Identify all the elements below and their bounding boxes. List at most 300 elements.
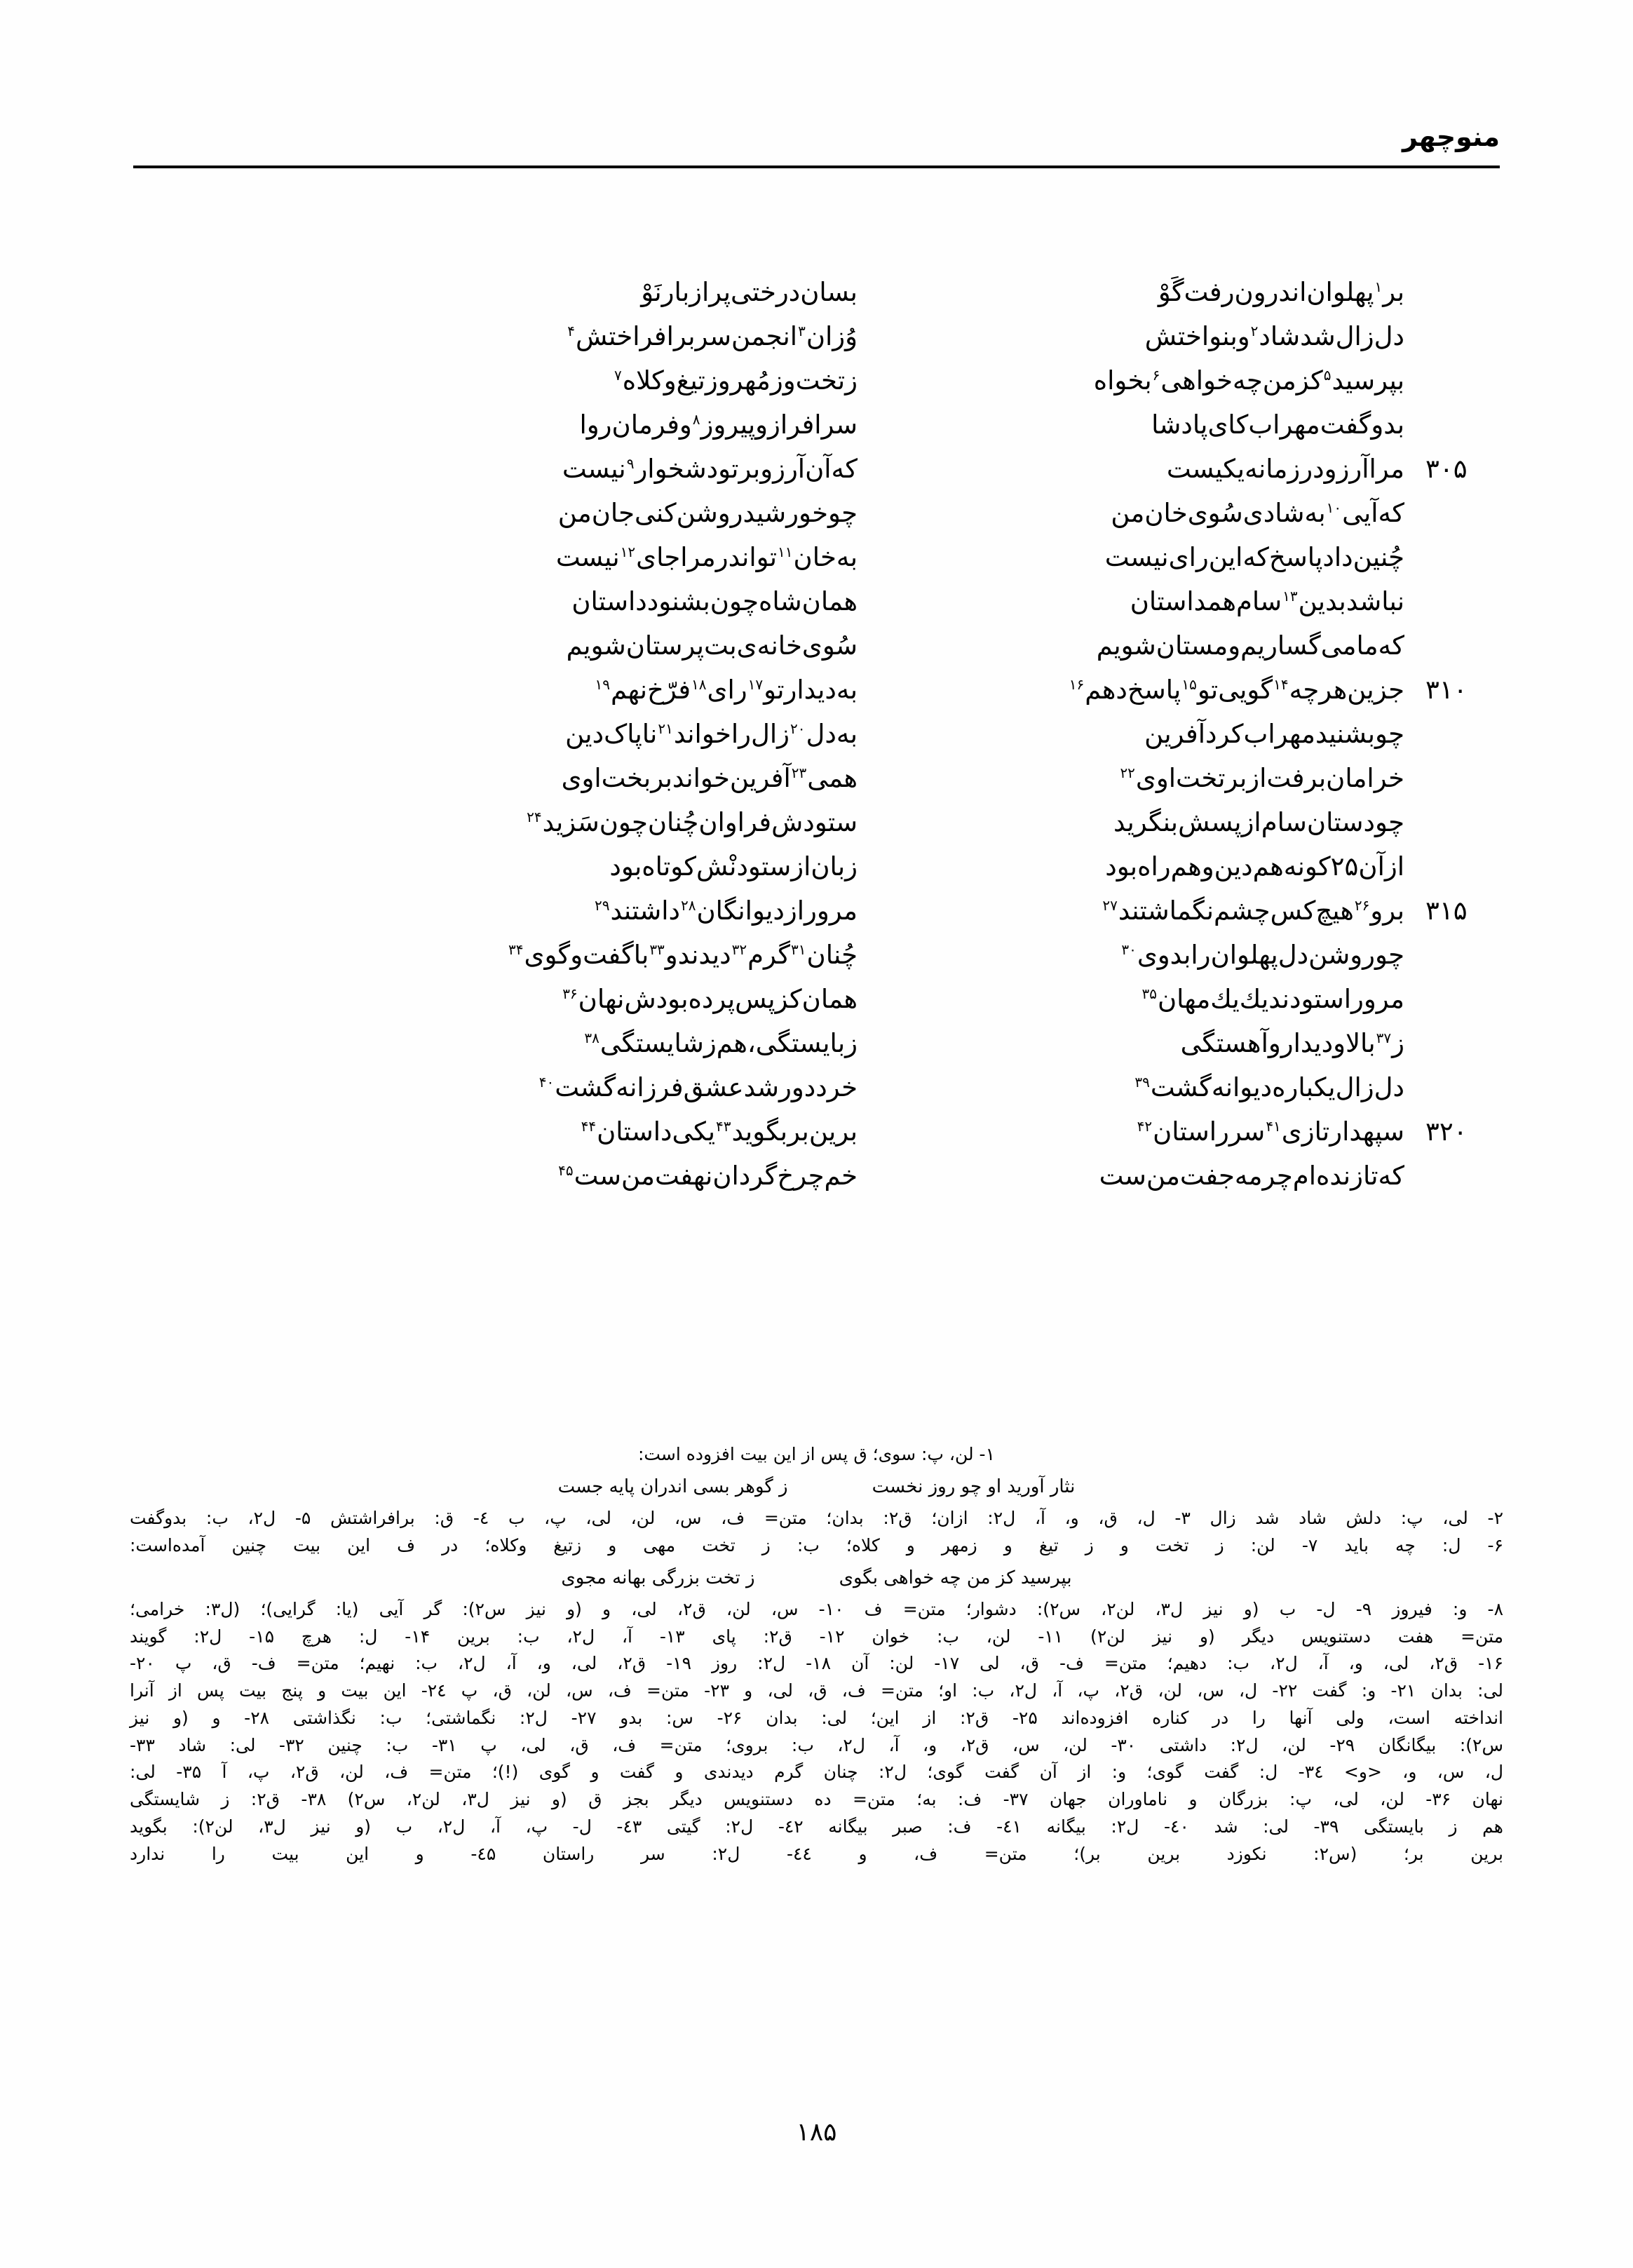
hemistich-first bbox=[869, 454, 1416, 484]
verse-word: به bbox=[836, 675, 858, 705]
verse-word: ز$^{۳۷}$ bbox=[1376, 1028, 1404, 1058]
hemistich-first bbox=[869, 1161, 1416, 1191]
hemistich-second bbox=[322, 1028, 869, 1058]
footnote-marker: ۴۲ bbox=[1137, 1117, 1153, 1135]
verse-word: خم bbox=[824, 1161, 858, 1191]
couplet-row bbox=[133, 1116, 1500, 1161]
verse-word: آن bbox=[1358, 851, 1385, 882]
verse-word: کز bbox=[775, 984, 802, 1014]
hemistich-first bbox=[869, 1116, 1416, 1147]
verse-word: به bbox=[836, 542, 858, 572]
couplet-row bbox=[133, 1161, 1500, 1205]
verse-word: زنده‌ام bbox=[1292, 1161, 1363, 1191]
verse-word: دیدند bbox=[677, 940, 731, 970]
footnote-line: ۸- و: فیروز ۹- ل- ب (و نیز ل۳، لن۲، س۲): دشوار؛ متن= ف ۱۰- س، لن، ق۲، لی، و (و نیز س۲): گر آیی (یا: گرایی)؛ (ل۳: خرامی؛ bbox=[130, 1598, 1504, 1619]
verse-word: چو bbox=[1375, 940, 1404, 970]
footnote-marker: ۳۷ bbox=[1376, 1029, 1392, 1046]
verse-word: زمانه bbox=[1245, 454, 1301, 484]
verse-word: یکباره bbox=[1272, 1072, 1336, 1102]
couplet-row bbox=[133, 277, 1500, 321]
verse-word: دل$^{۲۰}$ bbox=[790, 719, 836, 749]
verse-word: کلاه$^۷$ bbox=[614, 365, 664, 396]
verse-word: گفت bbox=[1320, 410, 1371, 440]
verse-word: مهان$^{۳۵}$ bbox=[1141, 984, 1211, 1014]
verse-word: مهراب bbox=[1243, 719, 1315, 749]
verse-word: تو bbox=[756, 542, 778, 572]
running-head bbox=[133, 123, 1500, 173]
verse-word: و bbox=[1237, 321, 1250, 351]
verse-word: بخت bbox=[601, 763, 651, 793]
verse-word: و bbox=[570, 940, 583, 970]
footnote-marker: ۱۷ bbox=[747, 675, 764, 693]
footnote-line: انداخته است، ولی آنها را در کناره افزوده‌اند ۲۵- ق۲: از این؛ لی: بدان ۲۶- س: بدو ۲۷- ل۲: نگماشتی؛ ب: نگذاشتی ۲۸- و (و نیز bbox=[130, 1707, 1503, 1728]
verse-word: خواند$^{۲۱}$ bbox=[658, 719, 731, 749]
verse-word: گردان bbox=[712, 1161, 778, 1191]
verse-word: من bbox=[1111, 498, 1145, 528]
verse-word: تازی$^{۴۱}$ bbox=[1266, 1116, 1330, 1147]
couplet-row bbox=[133, 410, 1500, 454]
verse-word: زال bbox=[1335, 321, 1374, 351]
verse-word: آهستگی bbox=[1180, 1028, 1268, 1058]
verse-word: و bbox=[1201, 851, 1214, 882]
verse-word: روشن bbox=[1308, 940, 1375, 970]
hemistich-first bbox=[869, 851, 1416, 882]
verse-word: و bbox=[755, 410, 768, 440]
verse-word: من bbox=[557, 498, 592, 528]
hemistich-first bbox=[869, 675, 1416, 705]
verse-word: هرچه$^{۱۴}$ bbox=[1273, 675, 1348, 705]
footnote-marker: ۸ bbox=[692, 410, 700, 428]
verse-word: بگوید$^{۴۳}$ bbox=[716, 1116, 788, 1147]
footnote-marker: ۴۵ bbox=[558, 1161, 574, 1179]
verse-word: مرا bbox=[1369, 454, 1404, 484]
footnote-marker: ۱۱ bbox=[778, 543, 793, 560]
verse-word: پر bbox=[709, 277, 731, 307]
verse-word: سپهدار bbox=[1329, 1116, 1404, 1147]
verse-word: سام bbox=[1261, 807, 1307, 837]
footnote-marker: ۱۸ bbox=[691, 675, 707, 693]
verse-word: گفت bbox=[583, 940, 634, 970]
verse-word: شویم bbox=[566, 630, 626, 661]
couplet-row bbox=[133, 542, 1500, 586]
verse-word: سر bbox=[1228, 1116, 1266, 1147]
verse-word: آیی$^{۱۰}$ bbox=[1326, 498, 1378, 528]
hemistich-second bbox=[322, 675, 869, 705]
verse-word: داستان bbox=[571, 586, 647, 616]
verse-word: هم bbox=[1252, 851, 1284, 882]
verse-word: زال bbox=[750, 719, 790, 749]
verse-word: گرم$^{۳۲}$ bbox=[731, 940, 791, 970]
verse-word: می bbox=[1320, 630, 1357, 661]
hemistich-first bbox=[869, 896, 1416, 926]
verse-word: یك bbox=[1210, 984, 1240, 1014]
hemistich-second bbox=[322, 365, 869, 396]
couplet-row bbox=[133, 807, 1500, 851]
verse-word: را bbox=[731, 719, 751, 749]
footnote-marker: ۱۰ bbox=[1326, 499, 1342, 516]
hemistich-second bbox=[322, 1161, 869, 1191]
verse-number: ۳۲۰ bbox=[1425, 1116, 1468, 1147]
hemistich-second bbox=[322, 896, 869, 926]
verse-word: که bbox=[1378, 630, 1404, 661]
verse-word: اندرون bbox=[1234, 277, 1307, 307]
verse-word: چه bbox=[1233, 365, 1263, 396]
couplet-row bbox=[133, 763, 1500, 807]
verse-word: اوی bbox=[561, 763, 602, 793]
footnote-marker: ۱۴ bbox=[1273, 675, 1289, 693]
footnote-marker: ۱۶ bbox=[1069, 675, 1085, 693]
footnote-line: هم ز بایستگی ۳۹- لی: شد ٤۰- ل۲: بیگانه ٤۱- ف: صبر بیگانه ٤۲- ل۲: گیتی ٤۳- ل- پ، آ، ل۲، ب (و نیز ل۳، لن۲): بگوید bbox=[130, 1816, 1503, 1837]
verse-word: ست bbox=[1099, 1161, 1146, 1191]
verse-word: نهفت bbox=[654, 1161, 713, 1191]
hemistich-second bbox=[322, 851, 869, 882]
verse-word: را bbox=[797, 896, 817, 926]
verse-word: بالا bbox=[1345, 1028, 1376, 1058]
verse-word: از bbox=[791, 851, 811, 882]
inset-hemistich-first: بپرسید کز من چه خواهی بگوی bbox=[839, 1567, 1072, 1588]
verse-word: پس bbox=[735, 984, 775, 1014]
hemistich-first bbox=[869, 542, 1416, 572]
hemistich-first bbox=[869, 763, 1416, 793]
verse-word: از bbox=[1247, 763, 1267, 793]
verse-word: ما bbox=[1356, 630, 1378, 661]
verse-word: تو$^{۱۷}$ bbox=[747, 675, 785, 705]
verse-word: از bbox=[1384, 851, 1404, 882]
verse-word: چو bbox=[1375, 719, 1404, 749]
verse-word: فرمان bbox=[611, 410, 679, 440]
hemistich-first bbox=[869, 940, 1416, 970]
verse-word: داستان$^{۴۴}$ bbox=[581, 1116, 672, 1147]
verse-word: بپرسید$^۵$ bbox=[1323, 365, 1404, 396]
verse-word: بدو bbox=[1371, 410, 1404, 440]
verse-word: هم bbox=[1170, 851, 1202, 882]
verse-word: رای bbox=[1168, 542, 1209, 572]
footnote-marker: ۵ bbox=[1323, 366, 1332, 384]
verse-word: دشخوار$^۹$ bbox=[626, 454, 719, 484]
verse-word: بنواختش bbox=[1144, 321, 1238, 351]
hemistich-second bbox=[322, 410, 869, 440]
verse-word: مرو bbox=[1363, 984, 1404, 1014]
footnote-marker: ۳۲ bbox=[731, 940, 747, 958]
verse-word: نه bbox=[1283, 851, 1305, 882]
verse-word: شادی bbox=[1242, 498, 1305, 528]
verse-word: مرو bbox=[816, 896, 858, 926]
couplet-row bbox=[133, 984, 1500, 1028]
footnote-marker: ۳۳ bbox=[649, 940, 665, 958]
verse-word: و bbox=[782, 365, 796, 396]
verse-word: نیست bbox=[1104, 542, 1169, 572]
verse-word: بر$^۱$ bbox=[1374, 277, 1404, 307]
verse-word: بدین$^{۱۳}$ bbox=[1282, 586, 1346, 616]
footnote-line: نهان ۳۶- لن، لی، پ: بزرگان و ناماوران جهان ۳۷- ف: به؛ متن= ده دستنویس دیگر بجز ق (و نیز ل۳، لن۲، س۲) ۳۸- ق۲: ز شایستگی bbox=[130, 1789, 1503, 1810]
footnote-inset-verse-2 bbox=[130, 1564, 1503, 1592]
verse-word: و bbox=[663, 365, 677, 396]
verse-word: چُنان bbox=[647, 807, 699, 837]
verse-word: برو$^{۲۶}$ bbox=[1354, 896, 1404, 926]
footnote-marker: ۳ bbox=[798, 322, 806, 339]
verse-word: داد bbox=[1322, 542, 1353, 572]
couplet-row bbox=[133, 719, 1500, 763]
couplet-row bbox=[133, 454, 1500, 498]
verse-word: تو bbox=[718, 454, 739, 484]
verse-block bbox=[133, 277, 1500, 1205]
verse-word: آرزو bbox=[760, 454, 806, 484]
hemistich-second bbox=[322, 1072, 869, 1102]
footnote-marker: ۳۱ bbox=[791, 940, 806, 958]
couplet-row bbox=[133, 940, 1500, 984]
verse-word: گَوْ bbox=[1158, 277, 1184, 307]
couplet-row bbox=[133, 498, 1500, 542]
couplet-row bbox=[133, 321, 1500, 365]
verse-word: گشت$^{۳۹}$ bbox=[1134, 1072, 1212, 1102]
footnote-marker: ۳۰ bbox=[1121, 940, 1137, 958]
verse-word: راه bbox=[1137, 851, 1171, 882]
footnote-marker: ۳۵ bbox=[1141, 985, 1157, 1002]
footnote-marker: ۲۷ bbox=[1102, 896, 1118, 914]
verse-word: دیوانگان$^{۲۸}$ bbox=[681, 896, 785, 926]
hemistich-first bbox=[869, 1072, 1416, 1102]
footnote-marker: ۴ bbox=[567, 322, 576, 339]
footnote-marker: ۴۳ bbox=[716, 1117, 731, 1135]
verse-word: سُوی bbox=[801, 630, 858, 661]
verse-word: ز bbox=[845, 1028, 858, 1058]
verse-word: را bbox=[1343, 984, 1364, 1014]
verse-word: من bbox=[1262, 365, 1296, 396]
verse-word: آرزو bbox=[1324, 454, 1369, 484]
verse-word: چو bbox=[1375, 807, 1404, 837]
hemistich-second bbox=[322, 586, 869, 616]
verse-word: چُنین bbox=[1353, 542, 1404, 572]
verse-word: گویی bbox=[1218, 675, 1273, 705]
hemistich-second bbox=[322, 630, 869, 661]
verse-word: پسش bbox=[1178, 807, 1242, 837]
verse-word: جای$^{۱۲}$ bbox=[620, 542, 681, 572]
verse-number: ۳۱۰ bbox=[1425, 675, 1468, 705]
verse-word: ستودش bbox=[771, 807, 858, 837]
verse-word: دیدار bbox=[1280, 1028, 1334, 1058]
verse-word: نگماشتند$^{۲۷}$ bbox=[1102, 896, 1214, 926]
footnote-intro: ۱- لن، پ: سوی؛ ق پس از این بیت افزوده است: bbox=[637, 1444, 996, 1464]
verse-word: که bbox=[1378, 498, 1404, 528]
inset-hemistich-first: نثار آورید او چو روز نخست bbox=[872, 1476, 1076, 1497]
verse-number: ۳۰۵ bbox=[1425, 454, 1468, 484]
verse-word: و bbox=[679, 410, 692, 440]
verse-word: دیوانه bbox=[1211, 1072, 1273, 1102]
verse-word: شویم bbox=[1096, 630, 1156, 661]
verse-word: رفت bbox=[1184, 277, 1235, 307]
verse-word: تا bbox=[1362, 1161, 1378, 1191]
verse-word: خواند bbox=[672, 763, 730, 793]
verse-word: پهلوان bbox=[1306, 277, 1374, 307]
verse-word: شاد$^۲$ bbox=[1250, 321, 1301, 351]
verse-word: فراوان bbox=[698, 807, 772, 837]
footnote-marker: ۲۳ bbox=[791, 764, 807, 781]
verse-word: اندر bbox=[715, 542, 757, 572]
verse-word: از bbox=[689, 277, 710, 307]
verse-word: آفرین bbox=[1144, 719, 1206, 749]
footnote-marker: ۱۲ bbox=[620, 543, 636, 560]
hemistich-second bbox=[322, 807, 869, 837]
verse-word: سام bbox=[1235, 586, 1282, 616]
verse-word: کو bbox=[1304, 851, 1331, 882]
couplet-row bbox=[133, 675, 1500, 719]
verse-word: مرا bbox=[680, 542, 716, 572]
verse-word: بشنید bbox=[1315, 719, 1375, 749]
verse-word: را bbox=[1191, 940, 1211, 970]
verse-word: تیغ bbox=[676, 365, 705, 396]
verse-word: این bbox=[1208, 542, 1243, 572]
verse-word: پاسخ bbox=[1127, 675, 1181, 705]
header-divider bbox=[133, 166, 1500, 168]
footnote-marker: ۴۱ bbox=[1266, 1117, 1281, 1135]
verse-word: کنی bbox=[635, 498, 677, 528]
verse-word: زال bbox=[1335, 1072, 1374, 1102]
verse-word: بشنود bbox=[646, 586, 710, 616]
verse-word: همی$^{۲۳}$ bbox=[791, 763, 858, 793]
hemistich-first bbox=[869, 365, 1416, 396]
verse-word: ز bbox=[845, 365, 858, 396]
hemistich-first bbox=[869, 984, 1416, 1014]
verse-word: اوی$^{۲۲}$ bbox=[1120, 763, 1177, 793]
footnote-line: ۲- لی، پ: دلش شاد شد زال ۳- ل، ق، و، آ، ل۲: ازان؛ ق۲: بدان؛ متن= ف، س، لن، لی، پ، ب ٤- ق: برافراشتش ۵- ل۲، ب: بدوگفت bbox=[130, 1508, 1503, 1529]
verse-word: ز bbox=[705, 365, 718, 396]
couplet-row bbox=[133, 365, 1500, 410]
verse-word: و$^{۳۳}$ bbox=[649, 940, 678, 970]
verse-word: چو bbox=[828, 498, 858, 528]
verse-word: بدوی$^{۳۰}$ bbox=[1121, 940, 1191, 970]
verse-word: که bbox=[831, 454, 858, 484]
verse-word: و bbox=[1268, 1028, 1281, 1058]
verse-word: کای bbox=[1207, 410, 1249, 440]
verse-word: خان bbox=[1144, 498, 1188, 528]
footnote-marker: ۳۴ bbox=[508, 940, 524, 958]
verse-word: پرده bbox=[688, 984, 736, 1014]
verse-word: پهلوان bbox=[1210, 940, 1278, 970]
verse-word: چون bbox=[710, 586, 759, 616]
verse-word: بر bbox=[651, 763, 672, 793]
verse-number: ۳۱۵ bbox=[1425, 896, 1468, 926]
verse-word: ز bbox=[770, 365, 783, 396]
verse-word: همان bbox=[801, 984, 858, 1014]
footnote-marker: ۲۴ bbox=[527, 808, 542, 825]
verse-word: پیروز$^۸$ bbox=[692, 410, 756, 440]
verse-word: گساریم bbox=[1240, 630, 1321, 661]
verse-word: بت‌پرستان bbox=[625, 630, 737, 661]
verse-word: وُزان$^۳$ bbox=[798, 321, 858, 351]
footnote-marker: ۲۹ bbox=[595, 896, 610, 914]
footnote-marker: ۶ bbox=[1152, 366, 1160, 384]
verse-word: به bbox=[836, 719, 858, 749]
verse-word: شایستگی$^{۳۸}$ bbox=[584, 1028, 704, 1058]
verse-word: چرمه bbox=[1234, 1161, 1293, 1191]
verse-word: جزین bbox=[1347, 675, 1404, 705]
verse-word: دل bbox=[1278, 940, 1309, 970]
couplet-row bbox=[133, 851, 1500, 896]
couplet-row bbox=[133, 586, 1500, 630]
verse-word: چشم bbox=[1214, 896, 1271, 926]
verse-word: یکی bbox=[672, 1116, 716, 1147]
verse-word: گشت$^{۴۰}$ bbox=[538, 1072, 616, 1102]
verse-word: خرامان bbox=[1326, 763, 1404, 793]
footnote-marker: ۱ bbox=[1374, 278, 1383, 295]
footnote-marker: ۴۴ bbox=[581, 1117, 597, 1135]
verse-word: گوی$^{۳۴}$ bbox=[508, 940, 571, 970]
verse-word: آفرین bbox=[729, 763, 791, 793]
verse-word: نیست bbox=[562, 454, 626, 484]
verse-word: نیست bbox=[555, 542, 620, 572]
verse-word: خورشید bbox=[743, 498, 828, 528]
verse-word: درختی bbox=[731, 277, 801, 307]
footnote-line: ۱۶- ق۲، لی، و، آ، ل۲، ب: دهیم؛ متن= ف- ق، لی ۱۷- لن: آن ۱۸- ل۲: روز ۱۹- ق۲، لی، و، آ، ل۲، ب: نهیم؛ متن= ف- ق، پ ۲۰- bbox=[130, 1653, 1504, 1674]
verse-word: چرخ bbox=[777, 1161, 825, 1191]
footnote-marker: ۳۶ bbox=[562, 985, 578, 1002]
verse-word: تخت bbox=[795, 365, 846, 396]
verse-word: بودش bbox=[624, 984, 689, 1014]
hemistich-second bbox=[322, 321, 869, 351]
footnote-line: متن= هفت دستنویس دیگر (و نیز لن۲) ۱۱- لن، ب: خوان ۱۲- ق۲: پای ۱۳- آ، ل۲، ب: برین ۱۴- ل: هرچ ۱۵- ل۲: گویند bbox=[130, 1626, 1504, 1647]
verse-word: کس bbox=[1270, 896, 1316, 926]
verse-word: تو$^{۱۵}$ bbox=[1181, 675, 1219, 705]
verse-word: که bbox=[1242, 542, 1269, 572]
hemistich-second bbox=[322, 719, 869, 749]
couplet-row bbox=[133, 896, 1500, 940]
verse-word: جان bbox=[591, 498, 635, 528]
hemistich-first bbox=[869, 277, 1416, 307]
verse-word: پادشا bbox=[1151, 410, 1208, 440]
verse-word: بود bbox=[609, 851, 642, 882]
verse-word: تخت bbox=[1176, 763, 1226, 793]
verse-word: هیچ bbox=[1315, 896, 1354, 926]
verse-word: بسان bbox=[800, 277, 858, 307]
verse-word: خواهی$^۶$ bbox=[1152, 365, 1233, 396]
verse-word: برافراختش$^۴$ bbox=[567, 321, 696, 351]
verse-word: که bbox=[1378, 1161, 1404, 1191]
verse-word: دل bbox=[1374, 1072, 1404, 1102]
verse-word: شاه bbox=[758, 586, 802, 616]
verse-word: من bbox=[1146, 1161, 1180, 1191]
verse-word: زبان bbox=[811, 851, 858, 882]
footnote-marker: ۱۳ bbox=[1282, 587, 1298, 605]
footnote-marker: ۲۲ bbox=[1120, 764, 1135, 781]
verse-word: همان bbox=[801, 586, 858, 616]
verse-word: روا bbox=[579, 410, 612, 440]
verse-word: ز bbox=[703, 1028, 717, 1058]
hemistich-second bbox=[322, 984, 869, 1014]
couplet-row bbox=[133, 630, 1500, 675]
verse-word: داشتند$^{۲۹}$ bbox=[595, 896, 681, 926]
hemistich-first bbox=[869, 719, 1416, 749]
verse-word: فرّخ bbox=[647, 675, 691, 705]
footnote-line: ۶- ل: چه باید ۷- لن: ز تخت و ز تیغ و زمهر و کلاه؛ ب: ز تخت مهی و زتیغ وکلاه؛ در ف این بیت چنین آمده‌است: bbox=[130, 1534, 1503, 1555]
verse-word: بایستگی، bbox=[747, 1028, 846, 1058]
inset-hemistich-second: ز تخت بزرگی بهانه مجوی bbox=[561, 1567, 755, 1588]
footnote-marker: ۹ bbox=[626, 454, 635, 472]
hemistich-first bbox=[869, 586, 1416, 616]
verse-word: ۲۵ bbox=[1330, 851, 1359, 882]
verse-word: کز bbox=[1296, 365, 1323, 396]
hemistich-first bbox=[869, 1028, 1416, 1058]
footnote-line: ل، س، و، <و> ۳٤- ل: گفت گوی؛ و: از آن گفت گوی؛ ل۲: چنان گرم دیدندی و گفت و گوی (!)؛ متن= ف، لن، ق۲، پ، آ ۳۵- لی: bbox=[130, 1762, 1503, 1783]
verse-word: و bbox=[1333, 1028, 1346, 1058]
footnote-marker: ۱۵ bbox=[1181, 675, 1197, 693]
verse-word: خرد bbox=[815, 1072, 858, 1102]
verse-word: بر bbox=[738, 454, 761, 484]
footnote-marker: ۷ bbox=[614, 366, 622, 384]
footnote-marker: ۲۱ bbox=[658, 720, 673, 737]
verse-word: کوتاه bbox=[642, 851, 696, 882]
hemistich-first bbox=[869, 630, 1416, 661]
hemistich-second bbox=[322, 277, 869, 307]
